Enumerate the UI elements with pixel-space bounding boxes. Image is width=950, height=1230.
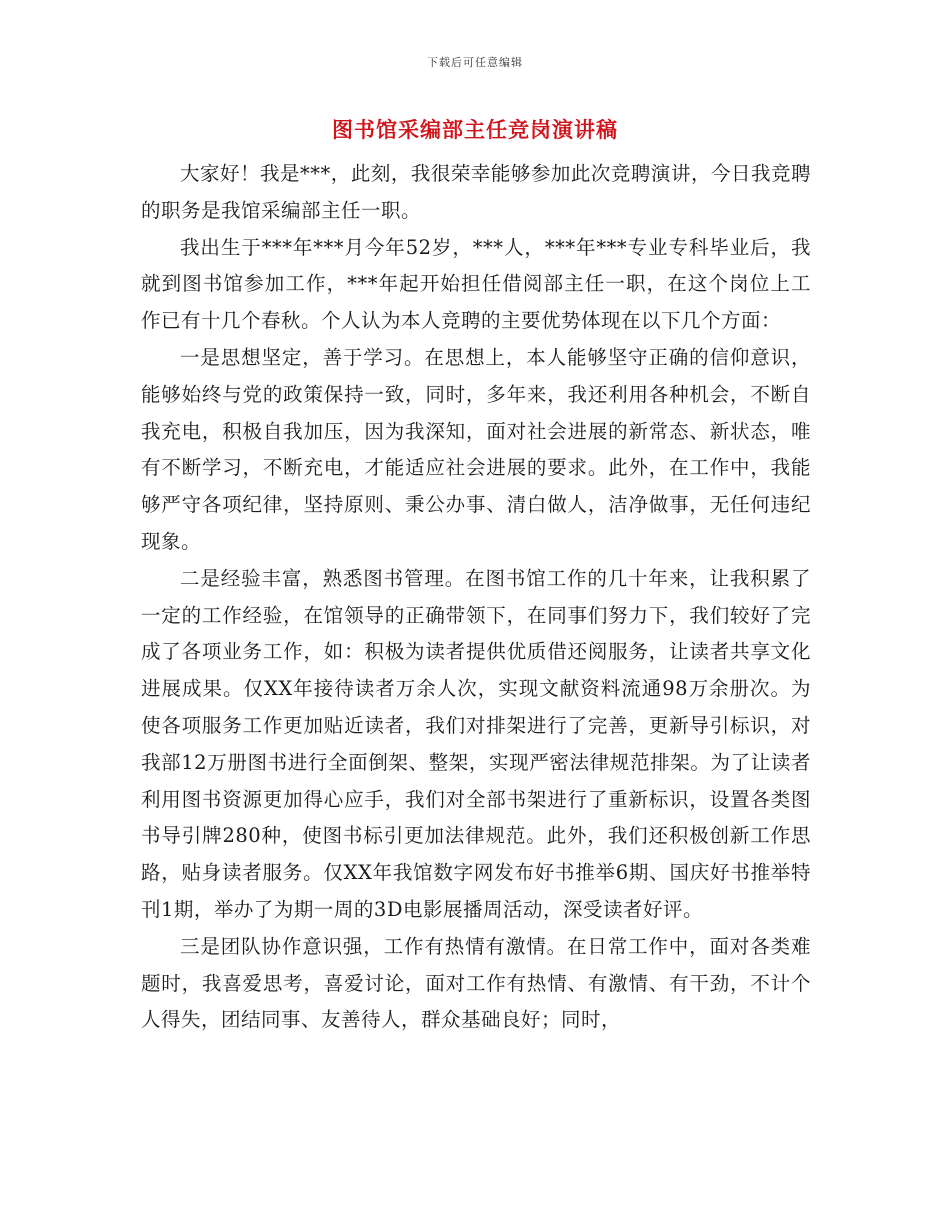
document-body bbox=[141, 156, 811, 1039]
header-note: 下载后可任意编辑 bbox=[427, 56, 523, 69]
paragraph-background: 我出生于***年***月今年52岁，***人，***年***专业专科毕业后，我就到图书馆参加工作，***年起开始担任借阅部主任一职，在这个岗位上工作已有十几个春秋。个人认为本人竞聘的主要优势体现在以下几个方面： bbox=[141, 235, 811, 333]
paragraph-strength-1: 一是思想坚定，善于学习。在思想上，本人能够坚守正确的信仰意识，能够始终与党的政策保持一致，同时，多年来，我还利用各种机会，不断自我充电，积极自我加压，因为我深知，面对社会进展的新常态、新状态，唯有不断学习，不断充电，才能适应社会进展的要求。此外，在工作中，我能够严守各项纪律，坚持原则、秉公办事、清白做人，洁净做事，无任何违纪现象。 bbox=[141, 345, 811, 553]
paragraph-strength-3: 三是团队协作意识强，工作有热情有激情。在日常工作中，面对各类难题时，我喜爱思考，喜爱讨论，面对工作有热情、有激情、有干劲，不计个人得失，团结同事、友善待人，群众基础良好；同时， bbox=[141, 934, 811, 1032]
document-title: 图书馆采编部主任竞岗演讲稿 bbox=[332, 118, 618, 142]
paragraph-greeting: 大家好！我是***，此刻，我很荣幸能够参加此次竞聘演讲，今日我竞聘的职务是我馆采编部主任一职。 bbox=[141, 162, 811, 222]
paragraph-strength-2: 二是经验丰富，熟悉图书管理。在图书馆工作的几十年来，让我积累了一定的工作经验，在馆领导的正确带领下，在同事们努力下，我们较好了完成了各项业务工作，如：积极为读者提供优质借还阅服务，让读者共享文化进展成果。仅XX年接待读者万余人次，实现文献资料流通98万余册次。为使各项服务工作更加贴近读者，我们对排架进行了完善，更新导引标识，对我部12万册图书进行全面倒架、整架，实现严密法律规范排架。为了让读者利用图书资源更加得心应手，我们对全部书架进行了重新标识，设置各类图书导引牌280种，使图书标引更加法律规范。此外，我们还积极创新工作思路，贴身读者服务。仅XX年我馆数字网发布好书推举6期、国庆好书推举特刊1期，举办了为期一周的3D电影展播周活动，深受读者好评。 bbox=[141, 566, 811, 921]
